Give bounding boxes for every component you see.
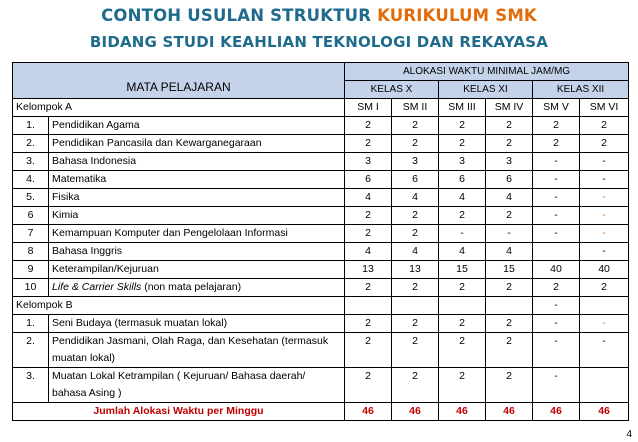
value-cell: - [580, 153, 629, 171]
row-number: 7 [13, 225, 49, 243]
value-cell: 13 [345, 261, 392, 279]
value-cell: - [533, 333, 580, 368]
sm-header: SM VI [580, 99, 629, 117]
value-cell: 2 [533, 279, 580, 297]
subject-name: Pendidikan Pancasila dan Kewarganegaraan [49, 135, 345, 153]
value-cell: - [439, 225, 486, 243]
value-cell: - [533, 153, 580, 171]
value-cell: 2 [345, 225, 392, 243]
group-a-rows [13, 117, 629, 279]
row-number: 6 [13, 207, 49, 225]
total-value: 46 [533, 403, 580, 421]
sm-header: SM II [392, 99, 439, 117]
value-cell: 2 [533, 117, 580, 135]
row-number: 1. [13, 315, 49, 333]
value-cell: 2 [345, 315, 392, 333]
value-cell: 4 [439, 189, 486, 207]
value-cell: 6 [392, 171, 439, 189]
value-cell: 2 [345, 368, 392, 403]
value-cell: 4 [486, 243, 533, 261]
empty-cell [580, 297, 629, 315]
kelas-xii-header: KELAS XII [533, 81, 629, 99]
value-cell: 2 [439, 117, 486, 135]
value-cell: - [580, 243, 629, 261]
value-cell: 2 [439, 368, 486, 403]
subject-name: Fisika [49, 189, 345, 207]
title-accent: KURIKULUM SMK [377, 6, 537, 25]
value-cell: 2 [392, 225, 439, 243]
value-cell: 2 [486, 333, 533, 368]
sm-header: SM I [345, 99, 392, 117]
value-cell: 4 [392, 243, 439, 261]
subject-name: Pendidikan Jasmani, Olah Raga, dan Kesehatan (termasuk muatan lokal) [49, 333, 345, 368]
group-b-rows [13, 315, 629, 403]
table-row [13, 261, 629, 279]
table-row [13, 315, 629, 333]
empty-cell [345, 297, 392, 315]
value-cell: 2 [345, 117, 392, 135]
total-value: 46 [345, 403, 392, 421]
value-cell: - [580, 315, 629, 333]
table-row [13, 117, 629, 135]
value-cell: 4 [439, 243, 486, 261]
sm-header: SM IV [486, 99, 533, 117]
value-cell: - [486, 225, 533, 243]
value-cell: 2 [580, 117, 629, 135]
subject-name: Kimia [49, 207, 345, 225]
value-cell: 2 [486, 117, 533, 135]
row-number: 5. [13, 189, 49, 207]
empty-cell [439, 297, 486, 315]
value-cell: - [580, 225, 629, 243]
title-prefix: CONTOH USULAN STRUKTUR [101, 6, 378, 25]
value-cell: 2 [392, 279, 439, 297]
table-row [13, 171, 629, 189]
row-number: 2. [13, 333, 49, 368]
value-cell: - [580, 333, 629, 368]
value-cell: 4 [345, 243, 392, 261]
subject-name-italic: Life & Carrier Skills [52, 281, 142, 293]
row-number: 1. [13, 117, 49, 135]
subject-name-rest: (non mata pelajaran) [141, 281, 242, 293]
value-cell: - [533, 315, 580, 333]
subject-name: Kemampuan Komputer dan Pengelolaan Informasi [49, 225, 345, 243]
value-cell [533, 243, 580, 261]
value-cell: 2 [533, 135, 580, 153]
value-cell: - [580, 189, 629, 207]
sm-header: SM V [533, 99, 580, 117]
value-cell: 4 [392, 189, 439, 207]
value-cell: 2 [486, 315, 533, 333]
value-cell: 4 [345, 189, 392, 207]
table-row [13, 153, 629, 171]
page-title-line-1 [0, 6, 638, 25]
value-cell: 3 [439, 153, 486, 171]
table-row [13, 189, 629, 207]
value-cell: 2 [486, 207, 533, 225]
total-value: 46 [392, 403, 439, 421]
value-cell: 3 [345, 153, 392, 171]
row-number: 4. [13, 171, 49, 189]
table-row [13, 368, 629, 403]
table-row [13, 243, 629, 261]
value-cell: 3 [392, 153, 439, 171]
page-number: 4 [626, 429, 632, 440]
value-cell: 15 [439, 261, 486, 279]
value-cell: 2 [439, 315, 486, 333]
mata-pelajaran-header: MATA PELAJARAN [13, 63, 345, 99]
value-cell: 2 [392, 315, 439, 333]
value-cell: - [580, 171, 629, 189]
value-cell: 2 [439, 135, 486, 153]
value-cell: - [533, 225, 580, 243]
value-cell: 2 [392, 368, 439, 403]
kelas-x-header: KELAS X [345, 81, 439, 99]
value-cell: 2 [392, 135, 439, 153]
value-cell: - [533, 368, 580, 403]
value-cell: 4 [486, 189, 533, 207]
total-label: Jumlah Alokasi Waktu per Minggu [13, 403, 345, 421]
empty-cell [392, 297, 439, 315]
value-cell: 2 [439, 207, 486, 225]
curriculum-table [12, 62, 629, 421]
table-row [13, 333, 629, 368]
total-value: 46 [580, 403, 629, 421]
value-cell: 2 [345, 279, 392, 297]
subject-name: Pendidikan Agama [49, 117, 345, 135]
row-number: 10 [13, 279, 49, 297]
sm-header: SM III [439, 99, 486, 117]
value-cell: 2 [439, 333, 486, 368]
row-number: 2. [13, 135, 49, 153]
value-cell: 2 [486, 279, 533, 297]
value-cell: 2 [345, 135, 392, 153]
empty-cell [486, 297, 533, 315]
value-cell: 6 [345, 171, 392, 189]
group-a-label: Kelompok A [13, 99, 345, 117]
row-number: 3. [13, 368, 49, 403]
table-row [13, 225, 629, 243]
page-title-line-2: BIDANG STUDI KEAHLIAN TEKNOLOGI DAN REKAYASA [89, 33, 549, 51]
value-cell: 2 [580, 135, 629, 153]
value-cell: 2 [345, 207, 392, 225]
value-cell: 2 [392, 117, 439, 135]
table-row [13, 207, 629, 225]
group-b-label: Kelompok B [13, 297, 345, 315]
value-cell: 6 [486, 171, 533, 189]
value-cell: 2 [486, 135, 533, 153]
total-value: 46 [486, 403, 533, 421]
value-cell: - [533, 189, 580, 207]
table-row [13, 135, 629, 153]
subject-name: Seni Budaya (termasuk muatan lokal) [49, 315, 345, 333]
value-cell: 2 [392, 333, 439, 368]
value-cell: - [580, 207, 629, 225]
value-cell: 13 [392, 261, 439, 279]
subject-name: Muatan Lokal Ketrampilan ( Kejuruan/ Bahasa daerah/ bahasa Asing ) [49, 368, 345, 403]
value-cell: 2 [392, 207, 439, 225]
value-cell: - [533, 297, 580, 315]
row-number: 8 [13, 243, 49, 261]
total-row [13, 403, 629, 421]
total-value: 46 [439, 403, 486, 421]
value-cell: 40 [533, 261, 580, 279]
value-cell: 2 [345, 333, 392, 368]
kelas-xi-header: KELAS XI [439, 81, 533, 99]
subject-name: Matematika [49, 171, 345, 189]
alokasi-header: ALOKASI WAKTU MINIMAL JAM/MG [345, 63, 629, 81]
row-number: 3. [13, 153, 49, 171]
subject-name: Bahasa Inggris [49, 243, 345, 261]
value-cell: 3 [486, 153, 533, 171]
value-cell: 15 [486, 261, 533, 279]
subject-name: Bahasa Indonesia [49, 153, 345, 171]
value-cell: - [533, 171, 580, 189]
value-cell: 6 [439, 171, 486, 189]
value-cell: 40 [580, 261, 629, 279]
value-cell: 2 [486, 368, 533, 403]
subject-name [49, 279, 345, 297]
value-cell: - [533, 207, 580, 225]
subject-name: Keterampilan/Kejuruan [49, 261, 345, 279]
value-cell: 2 [439, 279, 486, 297]
row-number: 9 [13, 261, 49, 279]
value-cell [580, 368, 629, 403]
value-cell: 2 [580, 279, 629, 297]
